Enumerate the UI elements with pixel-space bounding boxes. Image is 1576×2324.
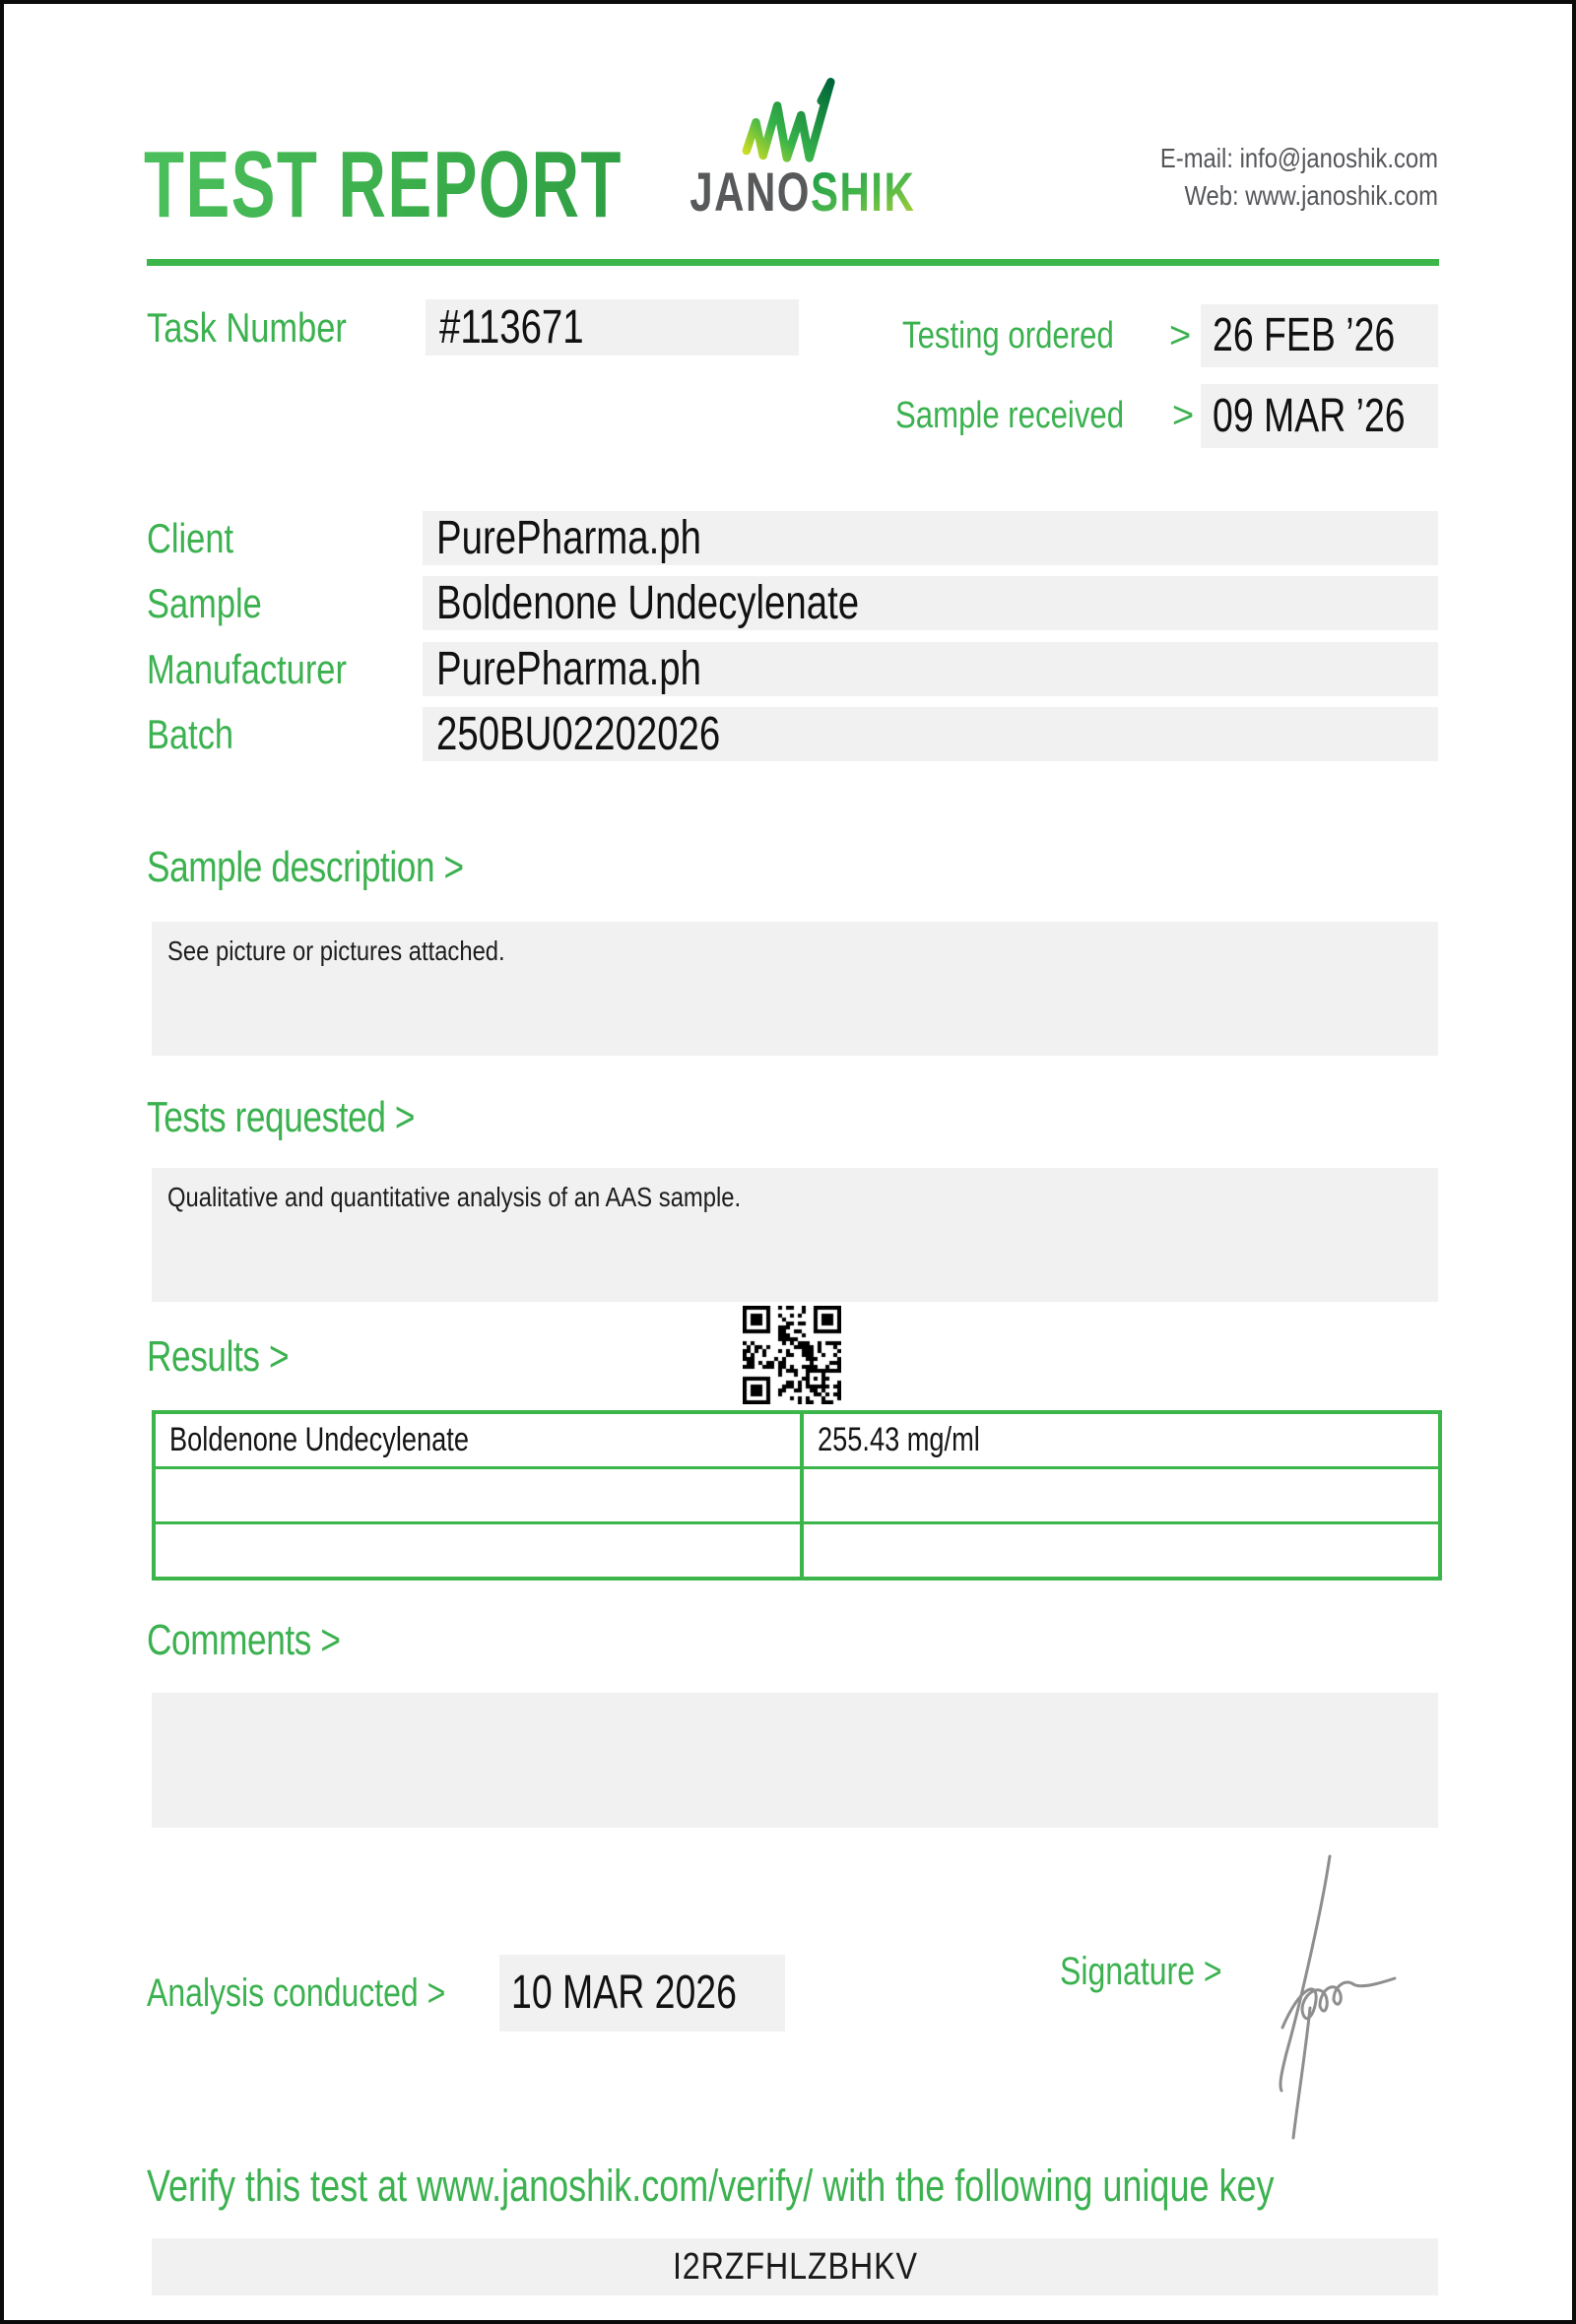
result-value-cell — [800, 1469, 1438, 1521]
manufacturer-label: Manufacturer — [147, 646, 347, 692]
email-value: info@janoshik.com — [1239, 143, 1438, 173]
contact-email-line — [1056, 140, 1438, 177]
logo-word-shik: SHIK — [810, 161, 916, 223]
sample-received-arrow: > — [1172, 395, 1195, 436]
sample-value: Boldenone Undecylenate — [436, 577, 860, 629]
client-label: Client — [147, 515, 234, 561]
analysis-conducted-label: Analysis conducted > — [147, 1971, 446, 2015]
signature-image — [1267, 1850, 1474, 2146]
result-analyte-cell: Boldenone Undecylenate — [169, 1421, 469, 1458]
logo-wordmark — [690, 161, 916, 223]
table-row — [156, 1466, 1438, 1521]
qr-code — [743, 1306, 841, 1404]
result-value-cell: 255.43 mg/ml — [800, 1414, 1438, 1466]
testing-ordered-field — [1201, 304, 1438, 367]
results-table — [152, 1410, 1442, 1581]
client-value: PurePharma.ph — [436, 512, 701, 564]
task-number-value: #113671 — [439, 301, 584, 354]
sample-label: Sample — [147, 580, 262, 626]
sample-received-label: Sample received — [895, 395, 1125, 436]
email-label: E-mail: — [1159, 143, 1233, 173]
sample-received-field — [1201, 384, 1438, 448]
unique-key-value: I2RZFHLZBHKV — [672, 2246, 918, 2288]
growth-chart-icon — [739, 75, 849, 167]
sample-received-value: 09 MAR ’26 — [1213, 390, 1406, 442]
comments-box — [152, 1693, 1438, 1828]
analysis-conducted-field — [499, 1955, 785, 2032]
manufacturer-value: PurePharma.ph — [436, 643, 701, 695]
batch-label: Batch — [147, 711, 234, 757]
web-label: Web: — [1184, 180, 1239, 211]
unique-key-box — [152, 2238, 1438, 2295]
results-heading: Results > — [147, 1332, 290, 1381]
task-number-field — [426, 299, 799, 355]
testing-ordered-arrow: > — [1169, 315, 1192, 356]
testing-ordered-value: 26 FEB ’26 — [1213, 309, 1396, 361]
contact-block — [1056, 140, 1438, 215]
batch-field — [423, 707, 1438, 761]
comments-heading: Comments > — [147, 1616, 341, 1664]
web-value: www.janoshik.com — [1245, 180, 1438, 211]
manufacturer-field — [423, 642, 1438, 696]
header-divider — [147, 259, 1439, 266]
table-row — [156, 1521, 1438, 1577]
analysis-conducted-value: 10 MAR 2026 — [511, 1967, 737, 2019]
tests-requested-box — [152, 1168, 1438, 1302]
table-row — [156, 1414, 1438, 1466]
result-analyte-cell — [156, 1524, 800, 1577]
verify-instruction: Verify this test at www.janoshik.com/verify/ with the following unique key — [147, 2161, 1275, 2211]
sample-description-box — [152, 922, 1438, 1056]
sample-description-text: See picture or pictures attached. — [167, 936, 505, 966]
tests-requested-text: Qualitative and quantitative analysis of an AAS sample. — [167, 1182, 742, 1212]
page-title: TEST REPORT — [144, 132, 623, 237]
testing-ordered-label: Testing ordered — [902, 315, 1114, 356]
result-value-cell — [800, 1524, 1438, 1577]
result-analyte-cell — [156, 1469, 800, 1521]
tests-requested-heading: Tests requested > — [147, 1093, 416, 1141]
batch-value: 250BU02202026 — [436, 708, 721, 760]
task-number-label: Task Number — [147, 304, 347, 351]
contact-web-line — [1056, 177, 1438, 215]
sample-field — [423, 576, 1438, 630]
client-field — [423, 511, 1438, 565]
signature-label: Signature > — [1060, 1950, 1222, 1993]
logo-word-jano: JANO — [690, 161, 811, 223]
sample-description-heading: Sample description > — [147, 843, 464, 891]
